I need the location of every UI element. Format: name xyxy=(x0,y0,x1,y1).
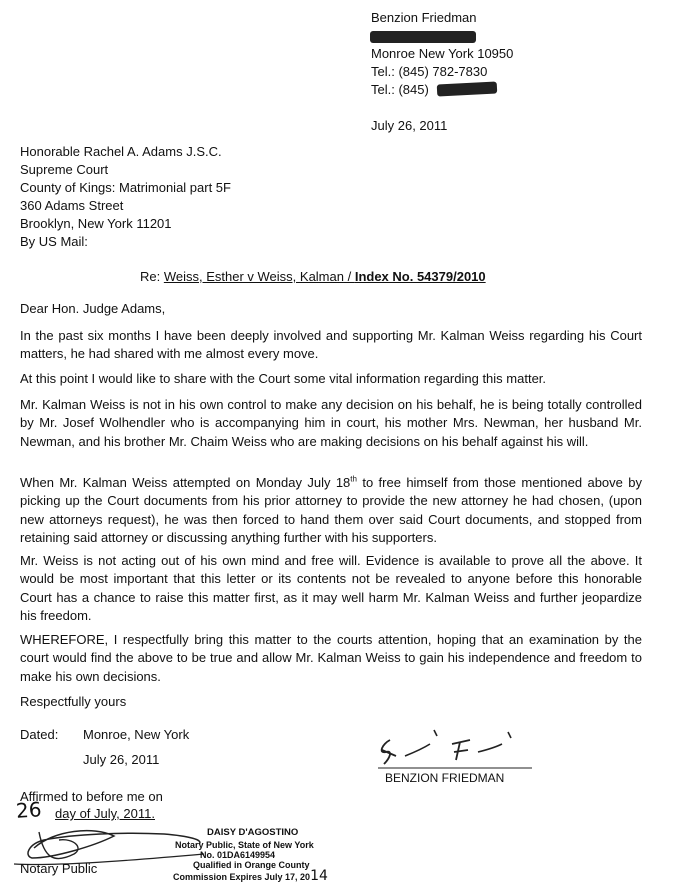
recipient-line-4: 360 Adams Street xyxy=(20,198,124,213)
notary-stamp-line-2: Notary Public, State of New York xyxy=(175,840,314,850)
re-index: Index No. 54379/2010 xyxy=(354,269,486,284)
notary-stamp-name: DAISY D'AGOSTINO xyxy=(207,827,299,838)
salutation: Dear Hon. Judge Adams, xyxy=(20,301,166,316)
letter-date: July 26, 2011 xyxy=(371,118,448,133)
handwritten-signature xyxy=(360,722,540,772)
paragraph-4-sup: th xyxy=(350,474,357,484)
recipient-line-5: Brooklyn, New York 11201 xyxy=(20,216,172,231)
notary-stamp-line-5-prefix: Commission Expires July 17, 20 xyxy=(173,872,311,882)
paragraph-4 xyxy=(20,474,642,547)
dated-place: Monroe, New York xyxy=(83,727,190,742)
recipient-line-1: Honorable Rachel A. Adams J.S.C. xyxy=(20,144,222,159)
dated-label: Dated: xyxy=(20,727,59,742)
closing: Respectfully yours xyxy=(20,694,127,709)
notary-stamp-line-5 xyxy=(173,868,328,884)
sender-name: Benzion Friedman xyxy=(371,10,477,25)
re-case: Weiss, Esther v Weiss, Kalman xyxy=(163,269,344,284)
re-line xyxy=(140,268,486,286)
affirmed-text: Affirmed to before me on xyxy=(20,789,163,804)
paragraph-1: In the past six months I have been deeply involved and supporting Mr. Kalman Weiss regarding his Court matters, he had shared with me almost every move. xyxy=(20,328,642,362)
handwritten-day: 26 xyxy=(15,797,43,823)
paragraph-3: Mr. Kalman Weiss is not in his own control to make any decision on his behalf, he is being totally controlled by Mr. Josef Wolhendler who is accompanying him in court, his mother Mrs. Newman, her husband Mr. Newman, and his brother Mr. Chaim Weiss who are making decisions on his behalf against his will. xyxy=(20,397,642,449)
paragraph-5: Mr. Weiss is not acting out of his own mind and free will. Evidence is available to prove all the above. It would be most important that this letter or its contents not be revealed to anyone before this honorable Court has a chance to raise this matter first, as it may well harm Mr. Kalman Weiss and further jeopardize his freedom. xyxy=(20,553,642,623)
affirmed-day-line: day of July, 2011. xyxy=(55,806,155,821)
recipient-line-6: By US Mail: xyxy=(20,234,88,249)
paragraph-4-b: to free himself from those mentioned above by picking up the Court documents from his prior attorney to provide the new attorney he had chosen, (upon new attorneys request), he was then forced to hand them over said Court documents, and stopped from retaining said attorney or discussing anything further with his supporters. xyxy=(20,475,642,545)
redacted-address xyxy=(370,31,476,43)
notary-stamp-line-3: No. 01DA6149954 xyxy=(200,850,276,860)
re-prefix: Re: xyxy=(140,269,164,284)
notary-public-label: Notary Public xyxy=(20,861,98,876)
sender-tel-2: Tel.: (845) xyxy=(371,82,429,97)
paragraph-4-a: When Mr. Kalman Weiss attempted on Monday July 18 xyxy=(20,475,351,490)
sender-tel-1: Tel.: (845) 782-7830 xyxy=(371,64,488,79)
recipient-line-2: Supreme Court xyxy=(20,162,109,177)
paragraph-6: WHEREFORE, I respectfully bring this matter to the courts attention, hoping that an examination by the court would find the above to be true and allow Mr. Kalman Weiss to gain his independence and freedom to make his own decisions. xyxy=(20,632,642,684)
re-separator: / xyxy=(343,269,355,284)
notary-stamp-handwritten-year: 14 xyxy=(310,868,328,884)
redacted-phone xyxy=(437,81,498,96)
recipient-line-3: County of Kings: Matrimonial part 5F xyxy=(20,180,231,195)
dated-date: July 26, 2011 xyxy=(83,752,160,767)
signature-printed-name: BENZION FRIEDMAN xyxy=(385,771,505,785)
sender-city: Monroe New York 10950 xyxy=(371,46,514,61)
notary-stamp-line-4: Qualified in Orange County xyxy=(193,860,310,870)
paragraph-2: At this point I would like to share with the Court some vital information regarding this matter. xyxy=(20,371,547,386)
